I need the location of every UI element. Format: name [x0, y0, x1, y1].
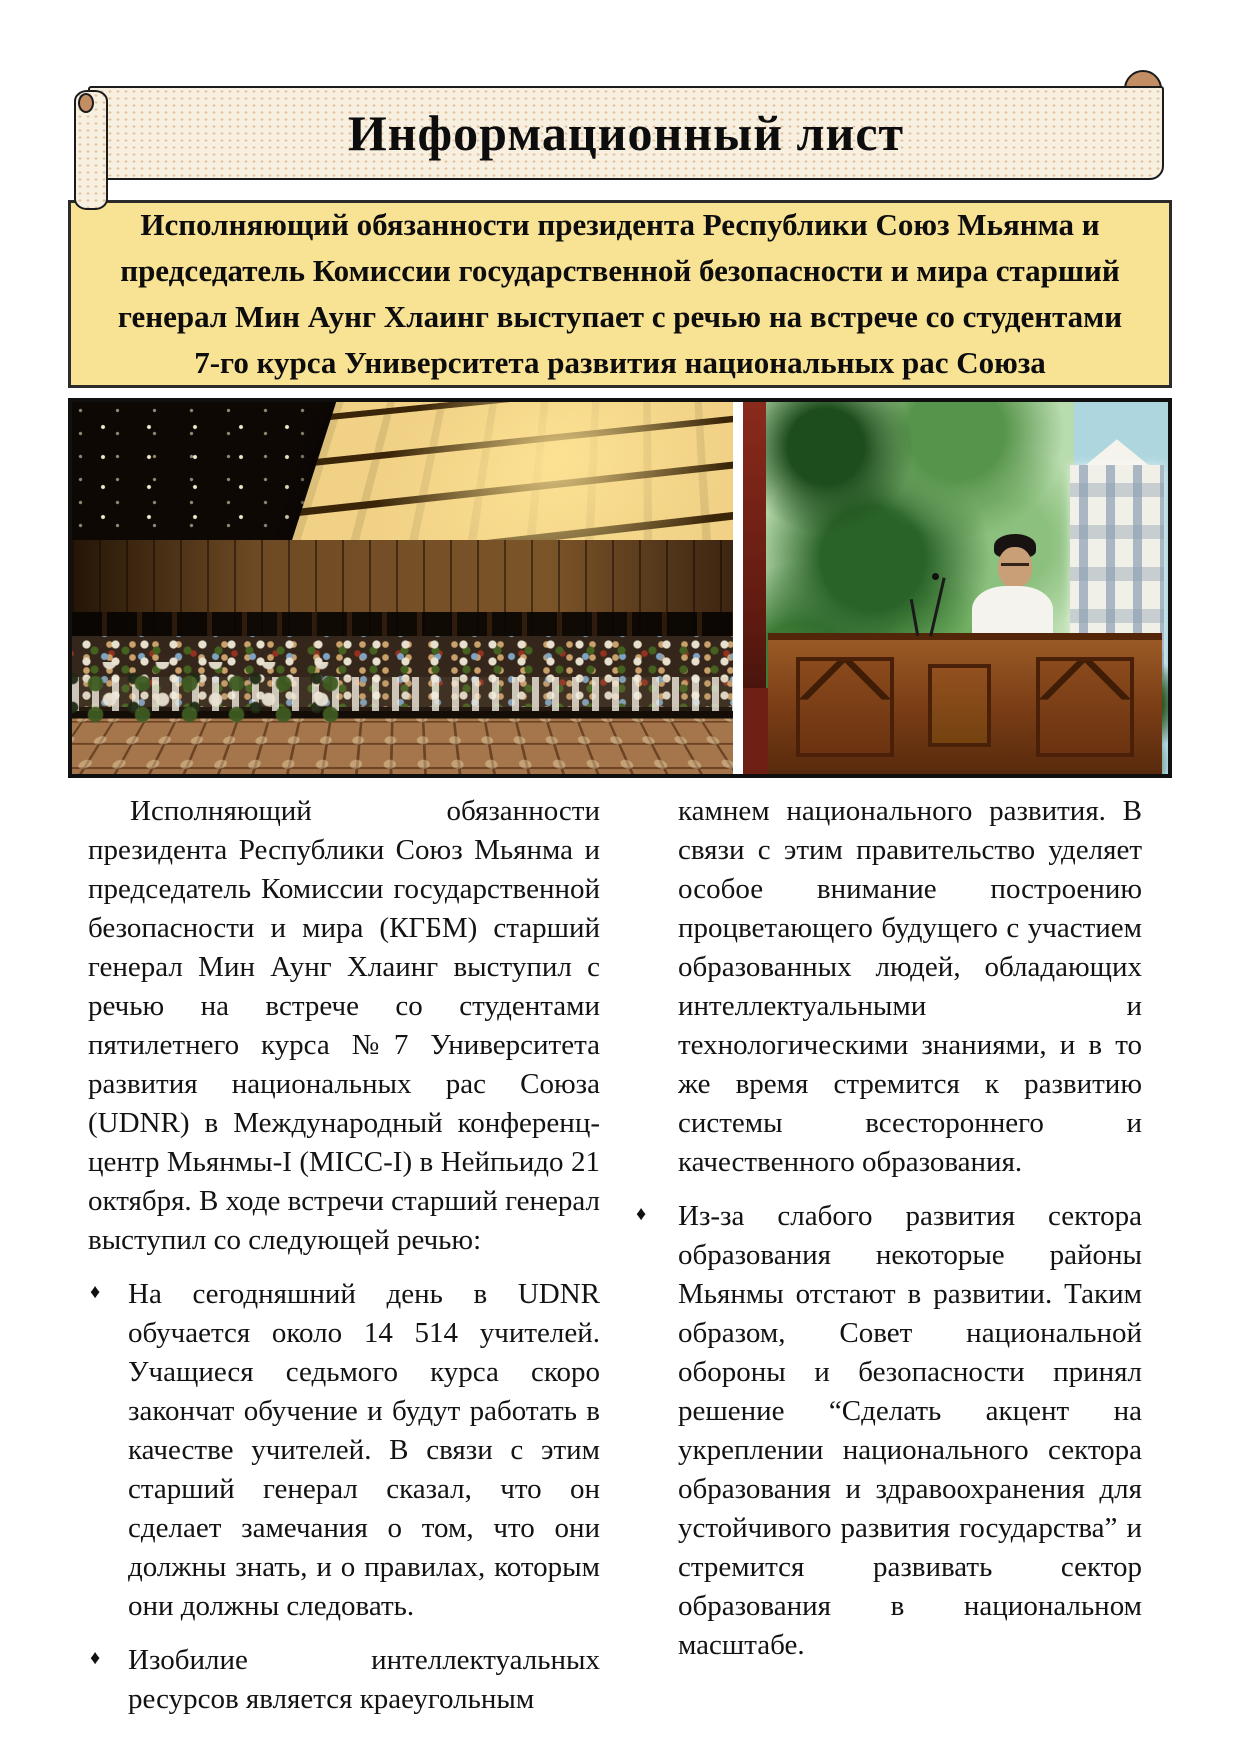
scroll-roll-hole-icon — [78, 93, 94, 113]
podium-carved-panel — [796, 657, 894, 756]
hall-clerestory-windows — [72, 612, 733, 636]
list-item-text: На сегодняшний день в UDNR обучается около 14 514 учителей. Учащиеся седьмого курса скоро закончат обучение и будут работать в качестве учителей. В связи с этим старший генерал сказал, что он сделает замечания о том, что они должны знать, и о правилах, которым они должны следовать. — [128, 1278, 600, 1622]
diamond-bullet-icon: ♦ — [636, 1203, 647, 1225]
diamond-bullet-icon: ♦ — [90, 1281, 101, 1303]
headline-text: Исполняющий обязанности президента Республики Союз Мьянма и председатель Комиссии государственной безопасности и мира старший генерал Мин Аунг Хлаинг выступает с речью на встрече со студентами 7-го курса Университета развития национальных рас Союза — [117, 207, 1123, 380]
diamond-bullet-icon: ♦ — [90, 1647, 101, 1669]
intro-paragraph: Исполняющий обязанности президента Республики Союз Мьянма и председатель Комиссии государственной безопасности и мира (КГБМ) старший генерал Мин Аунг Хлаинг выступил с речью на встрече со студентами пятилетнего курса №7 Университета развития национальных рас Союза (UDNR) в Международный конференц-центр Мьянмы-I (MICC-I) в Нейпьидо 21 октября. В ходе встречи старший генерал выступил со следующей речью: — [88, 795, 600, 1256]
banner — [74, 86, 1164, 180]
headline-box — [68, 200, 1172, 388]
hall-patterned-carpet — [72, 719, 733, 774]
list-item — [88, 1641, 600, 1719]
photo-conference-hall-audience — [72, 402, 733, 774]
list-item-text: Изобилие интеллектуальных ресурсов является краеугольным — [128, 1644, 600, 1715]
speaker-head — [998, 547, 1032, 588]
banner-face — [88, 86, 1164, 180]
podium-center-panel — [928, 664, 991, 747]
scroll-roll-left-icon — [74, 90, 108, 210]
photo-senior-general-at-podium — [743, 402, 1168, 774]
continuation-paragraph: камнем национального развития. В связи с этим правительство уделяет особое внимание построению процветающего будущего с участием образованных людей, обладающих интеллектуальными и технологическими знаниями, и в то же время стремится к развитию системы всестороннего и качественного образования. — [678, 795, 1142, 1178]
podium-carved-panel — [1036, 657, 1134, 756]
list-item — [634, 1197, 1142, 1665]
article-left-column — [88, 792, 600, 1719]
article-right-column — [634, 792, 1142, 1665]
list-item-text: Из-за слабого развития сектора образования некоторые районы Мьянмы отстают в развитии. Таким образом, Совет национальной обороны и безопасности принял решение “Сделать акцент на укреплении национального сектора образования и здравоохранения для устойчивого развития государства” и стремится развивать сектор образования в национальном масштабе. — [678, 1200, 1142, 1661]
speaker-glasses — [1001, 563, 1029, 566]
page-title: Информационный лист — [347, 105, 905, 161]
wooden-podium — [768, 633, 1161, 774]
list-item — [88, 1275, 600, 1626]
hall-front-row-officers — [72, 662, 363, 725]
photo-strip — [68, 398, 1172, 778]
